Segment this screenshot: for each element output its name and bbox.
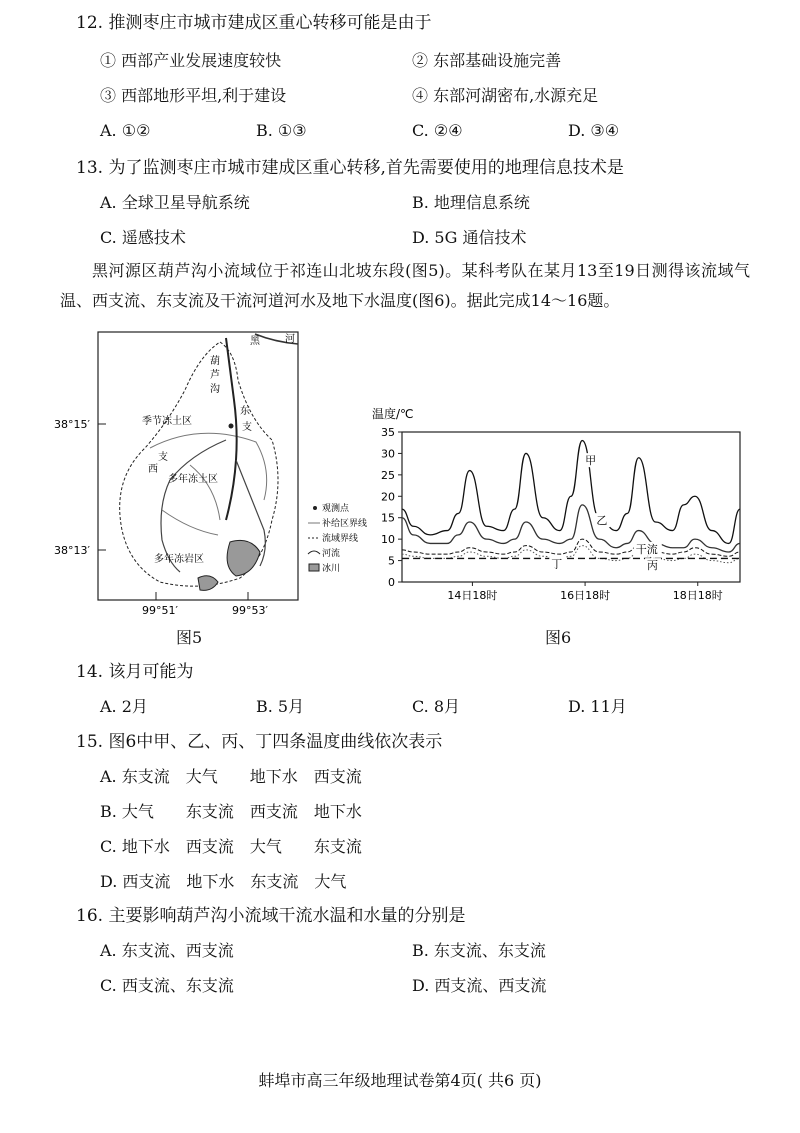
q13-choice-a[interactable]: A. 全球卫星导航系统: [100, 193, 250, 212]
q14-choice-a[interactable]: A. 2月: [100, 697, 148, 716]
legend-river: 河流: [322, 549, 341, 559]
river-label-west-zhi: 支: [158, 452, 168, 463]
series-line-3: [402, 539, 740, 556]
legend-point-icon: [313, 506, 317, 510]
q15-choice-d[interactable]: D. 西支流 地下水 东支流 大气: [100, 872, 347, 891]
q15-choice-a[interactable]: A. 东支流 大气 地下水 西支流: [100, 767, 362, 786]
lon-label-2: 99°53′: [232, 604, 268, 617]
series-line-1: [402, 441, 740, 544]
legend-recharge: 补给区界线: [322, 519, 368, 529]
river-label-hei: 黑: [250, 336, 260, 347]
q14-stem: 14. 该月可能为: [76, 662, 194, 682]
river-label-lu: 芦: [210, 370, 220, 381]
figure-6-chart: [362, 404, 747, 609]
curve-label-1: 甲: [585, 454, 597, 468]
legend-glacier-icon: [309, 564, 319, 571]
q16-choice-b[interactable]: B. 东支流、东支流: [412, 941, 546, 960]
y-tick-label: 0: [388, 576, 395, 589]
plot-frame: [402, 432, 740, 582]
q16-stem: 16. 主要影响葫芦沟小流域干流水温和水量的分别是: [76, 906, 466, 926]
page-footer: 蚌埠市高三年级地理试卷第4页( 共6 页): [258, 1071, 542, 1090]
river-label-he: 河: [285, 334, 295, 345]
y-tick-label: 20: [381, 490, 395, 504]
y-tick-label: 25: [381, 468, 395, 482]
glacier-small: [198, 576, 218, 591]
tributary-2: [162, 510, 218, 535]
q12-choice-c[interactable]: C. ②④: [412, 121, 463, 140]
west-branch: [161, 440, 226, 572]
legend-point: 观测点: [322, 504, 350, 514]
legend-boundary: 流域界线: [322, 534, 359, 544]
y-tick-label: 35: [381, 426, 395, 439]
legend-glacier: 冰川: [322, 564, 341, 574]
passage: 黑河源区葫芦沟小流域位于祁连山北坡东段(图5)。某科考队在某月13至19日测得该流域气温、西支流、东支流及干流河道河水及地下水温度(图6)。据此完成14～16题。: [60, 261, 750, 310]
q12-item-3: ③ 西部地形平坦,利于建设: [100, 86, 287, 105]
glacier: [227, 540, 260, 576]
lat-label-2: 38°13′: [54, 544, 90, 557]
q16-choice-d[interactable]: D. 西支流、西支流: [412, 976, 547, 995]
q15-choice-c[interactable]: C. 地下水 西支流 大气 东支流: [100, 837, 362, 856]
river-label-east: 东: [240, 406, 250, 417]
curve-label-3: 干流: [635, 542, 658, 556]
q14-choice-b[interactable]: B. 5月: [256, 697, 305, 716]
chart-ylabel: 温度/℃: [372, 407, 414, 421]
q15-choice-b[interactable]: B. 大气 东支流 西支流 地下水: [100, 802, 362, 821]
region-label-permafrost: 多年冻土区: [168, 474, 218, 485]
q12-item-1: ① 西部产业发展速度较快: [100, 51, 282, 70]
y-tick-label: 10: [381, 533, 395, 547]
legend-river-icon: [308, 551, 320, 554]
river-label-west: 西: [148, 464, 158, 475]
series-line-4: [402, 546, 740, 563]
q12-choice-d[interactable]: D. ③④: [568, 121, 620, 140]
q13-choice-b[interactable]: B. 地理信息系统: [412, 193, 530, 212]
series-line-2: [402, 505, 740, 552]
river-label-gou: 沟: [210, 384, 220, 395]
q13-choice-c[interactable]: C. 遥感技术: [100, 228, 186, 247]
q12-choice-a[interactable]: A. ①②: [100, 121, 151, 140]
figure-5-caption: 图5: [176, 628, 203, 647]
main-channel: [226, 338, 237, 520]
river-label-east-zhi: 支: [242, 422, 252, 433]
q16-choice-c[interactable]: C. 西支流、东支流: [100, 976, 234, 995]
y-tick-label: 30: [381, 447, 395, 461]
y-tick-label: 5: [388, 554, 395, 568]
curve-label-4: 丁: [551, 557, 563, 571]
q12-choice-b[interactable]: B. ①③: [256, 121, 307, 140]
q14-choice-d[interactable]: D. 11月: [568, 697, 627, 716]
figure-5-map: [50, 330, 380, 620]
q12-item-2: ② 东部基础设施完善: [412, 51, 562, 70]
lon-label-1: 99°51′: [142, 604, 178, 617]
y-tick-label: 15: [381, 511, 395, 525]
q13-choice-d[interactable]: D. 5G 通信技术: [412, 228, 527, 247]
q13-stem: 13. 为了监测枣庄市城市建成区重心转移,首先需要使用的地理信息技术是: [76, 158, 624, 178]
observation-point: [229, 424, 234, 429]
x-tick-label: 16日18时: [560, 589, 611, 602]
q15-stem: 15. 图6中甲、乙、丙、丁四条温度曲线依次表示: [76, 732, 443, 752]
curve-label-5: 丙: [647, 559, 659, 573]
lat-label-1: 38°15′: [54, 418, 90, 431]
q12-stem: 12. 推测枣庄市城市建成区重心转移可能是由于: [76, 13, 432, 33]
q12-item-4: ④ 东部河湖密布,水源充足: [412, 86, 599, 105]
curve-label-2: 乙: [596, 514, 608, 528]
q16-choice-a[interactable]: A. 东支流、西支流: [100, 941, 234, 960]
recharge-boundary: [150, 433, 267, 500]
region-label-rock: 多年冻岩区: [154, 554, 204, 565]
q14-choice-c[interactable]: C. 8月: [412, 697, 461, 716]
region-label-seasonal: 季节冻土区: [142, 416, 192, 427]
figure-6-caption: 图6: [545, 628, 572, 647]
x-tick-label: 18日18时: [672, 589, 723, 602]
x-tick-label: 14日18时: [447, 589, 498, 602]
river-label-hu: 葫: [210, 356, 220, 367]
